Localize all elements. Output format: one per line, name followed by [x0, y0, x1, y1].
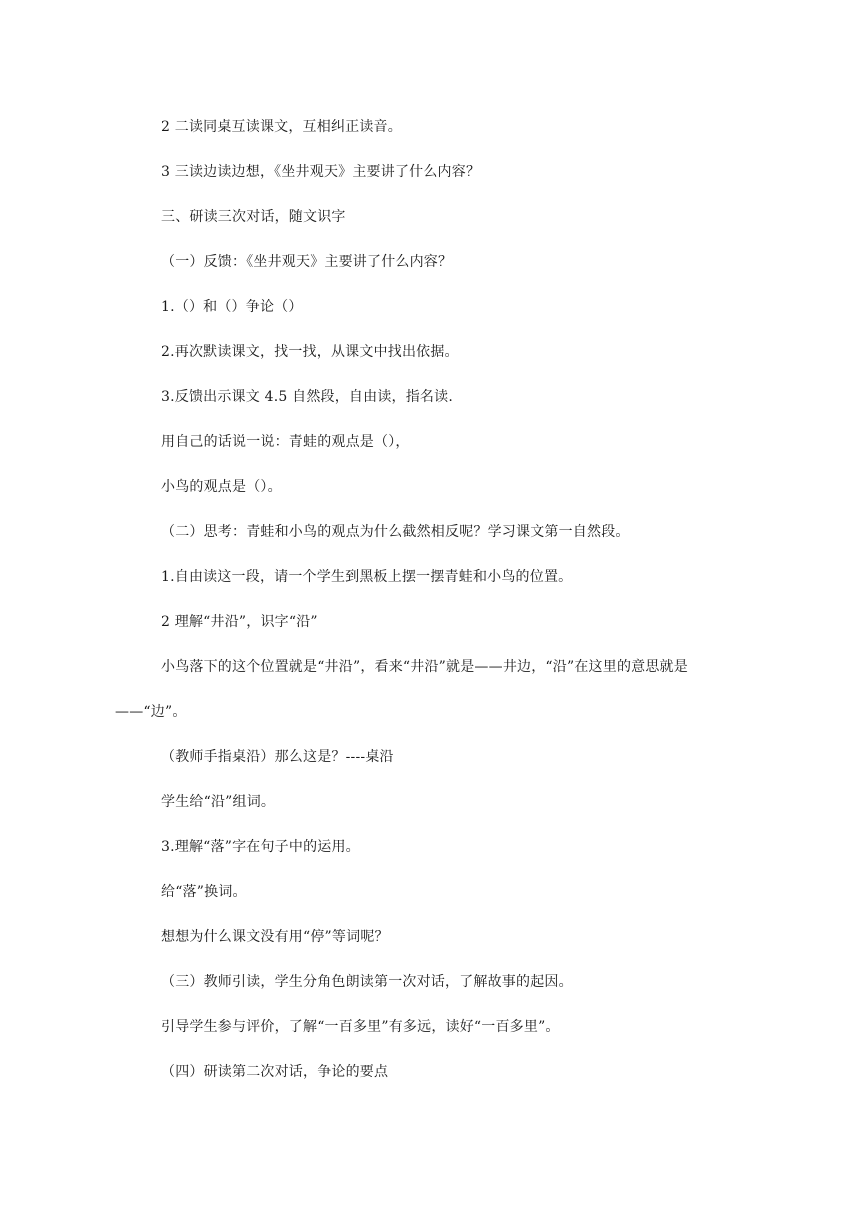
paragraph: （三）教师引读，学生分角色朗读第一次对话，了解故事的起因。 — [161, 974, 573, 990]
paragraph: 想想为什么课文没有用“停”等词呢？ — [161, 929, 389, 945]
paragraph: （一）反馈：《坐井观天》主要讲了什么内容？ — [161, 254, 453, 270]
paragraph: 3.理解“落”字在句子中的运用。 — [161, 839, 360, 855]
paragraph: 2 二读同桌互读课文，互相纠正读音。 — [161, 119, 402, 135]
paragraph: 小鸟的观点是（）。 — [161, 479, 282, 495]
paragraph: 2.再次默读课文，找一找，从课文中找出依据。 — [161, 344, 459, 360]
paragraph: （二）思考：青蛙和小鸟的观点为什么截然相反呢？学习课文第一自然段。 — [161, 524, 630, 540]
paragraph: 引导学生参与评价，了解“一百多里”有多远，读好“一百多里”。 — [161, 1019, 560, 1035]
paragraph: 3 三读边读边想，《坐井观天》主要讲了什么内容？ — [161, 164, 481, 180]
paragraph: 3.反馈出示课文 4.5 自然段，自由读，指名读. — [161, 389, 453, 405]
paragraph: （四）研读第二次对话，争论的要点 — [161, 1064, 389, 1080]
section-heading: 三、研读三次对话，随文识字 — [161, 209, 346, 225]
paragraph: 1.（）和（）争论（） — [161, 299, 303, 315]
paragraph: （教师手指桌沿）那么这是？----桌沿 — [161, 749, 394, 765]
paragraph: 给“落”换词。 — [161, 884, 247, 900]
paragraph: 用自己的话说一说：青蛙的观点是（）， — [161, 434, 410, 450]
paragraph: 学生给“沿”组词。 — [161, 794, 276, 810]
paragraph: 2 理解“井沿”，识字“沿” — [161, 614, 318, 630]
paragraph: 1.自由读这一段，请一个学生到黑板上摆一摆青蛙和小鸟的位置。 — [161, 569, 573, 585]
paragraph: 小鸟落下的这个位置就是“井沿”，看来“井沿”就是——井边，“沿”在这里的意思就是——“边”。 — [115, 659, 688, 720]
